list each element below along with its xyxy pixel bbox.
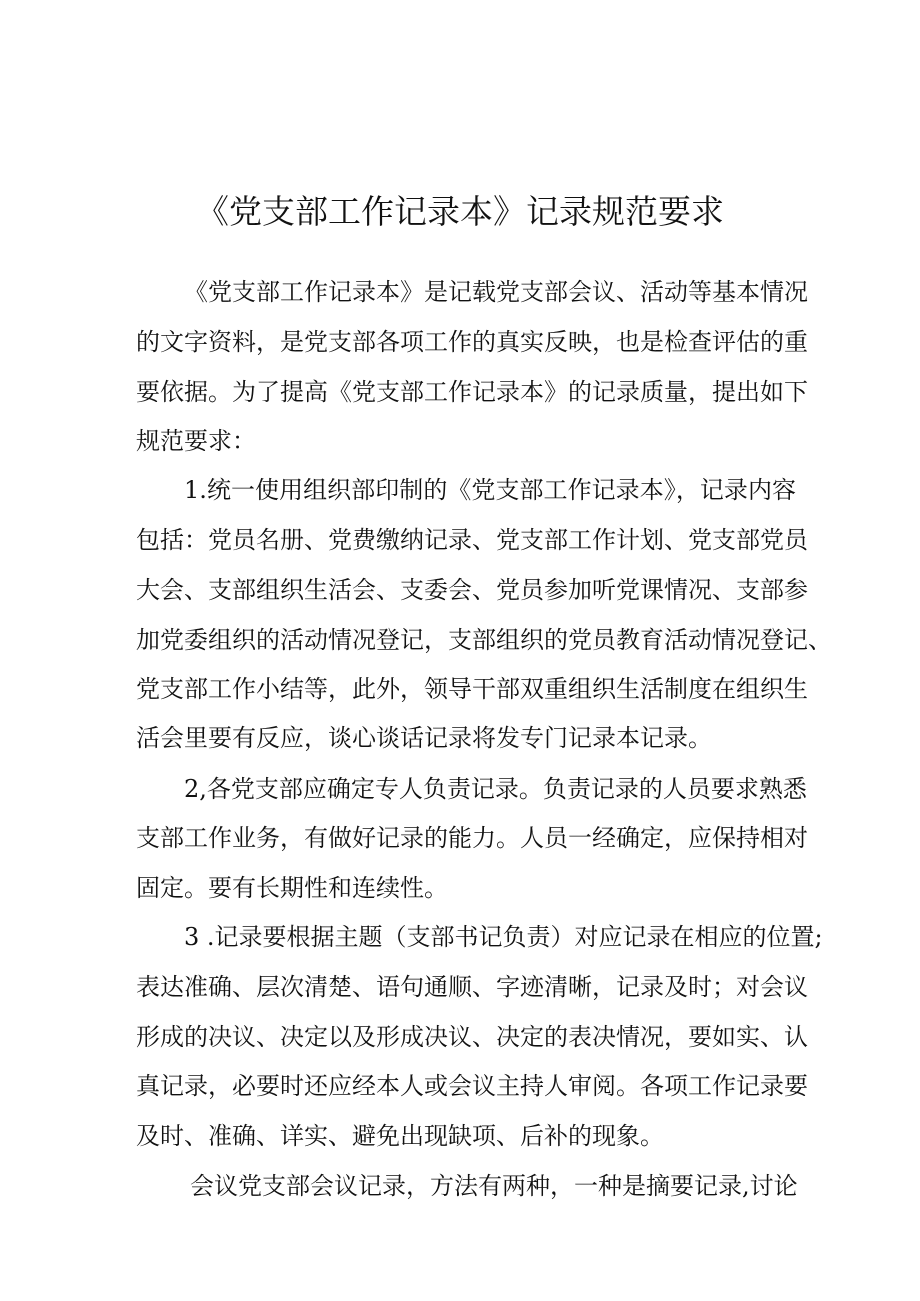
paragraph-line: 及时、准确、详实、避免出现缺项、后补的现象。 <box>136 1122 664 1150</box>
paragraph-line: 表达准确、层次清楚、语句通顺、字迹清晰，记录及时；对会议 <box>136 973 808 1001</box>
paragraph-line: 大会、支部组织生活会、支委会、党员参加听党课情况、支部参 <box>136 576 808 604</box>
paragraph-line: 2,各党支部应确定专人负责记录。负责记录的人员要求熟悉 <box>184 775 807 803</box>
paragraph-line: 党支部工作小结等，此外，领导干部双重组织生活制度在组织生 <box>136 675 808 703</box>
document-title: 《党支部工作记录本》记录规范要求 <box>196 192 724 231</box>
paragraph-line: 固定。要有长期性和连续性。 <box>136 874 448 902</box>
paragraph-line: 包括：党员名册、党费缴纳记录、党支部工作计划、党支部党员 <box>136 526 808 554</box>
paragraph-line: 的文字资料，是党支部各项工作的真实反映，也是检查评估的重 <box>136 328 808 356</box>
paragraph-line: 支部工作业务，有做好记录的能力。人员一经确定，应保持相对 <box>136 824 808 852</box>
paragraph-line: 《党支部工作记录本》是记载党支部会议、活动等基本情况 <box>184 278 808 306</box>
paragraph-line: 会议党支部会议记录，方法有两种，一种是摘要记录,讨论 <box>190 1172 798 1200</box>
paragraph-line: 要依据。为了提高《党支部工作记录本》的记录质量，提出如下 <box>136 378 808 406</box>
paragraph-line: 真记录，必要时还应经本人或会议主持人审阅。各项工作记录要 <box>136 1072 808 1100</box>
paragraph-line: 活会里要有反应，谈心谈话记录将发专门记录本记录。 <box>136 724 712 752</box>
paragraph-line: 规范要求： <box>136 427 256 455</box>
paragraph-line: 3 .记录要根据主题（支部书记负责）对应记录在相应的位置; <box>184 923 823 951</box>
paragraph-line: 加党委组织的活动情况登记，支部组织的党员教育活动情况登记、 <box>136 626 832 654</box>
paragraph-line: 形成的决议、决定以及形成决议、决定的表决情况，要如实、认 <box>136 1023 808 1051</box>
paragraph-line: 1.统一使用组织部印制的《党支部工作记录本》，记录内容 <box>184 476 796 504</box>
